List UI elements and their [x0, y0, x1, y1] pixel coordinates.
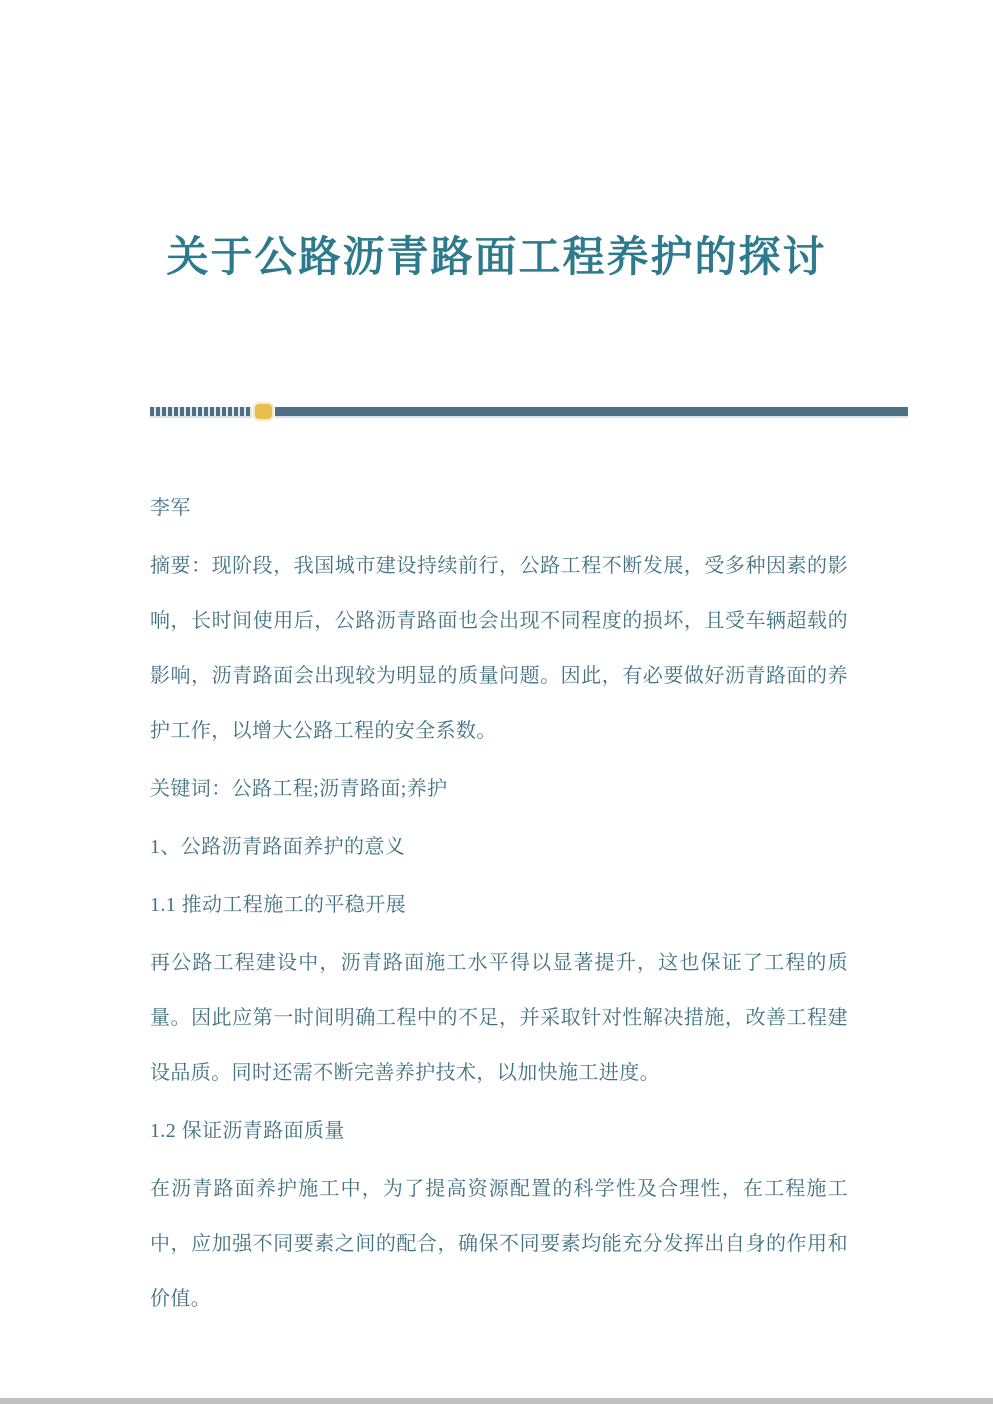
section-1-1-paragraph: 再公路工程建设中，沥青路面施工水平得以显著提升，这也保证了工程的质量。因此应第一时间明确工程中的不足，并采取针对性解决措施，改善工程建设品质。同时还需不断完善养护技术，以加快施工进度。: [150, 952, 848, 1084]
divider-accent-dot: [255, 404, 272, 419]
divider-bar: [275, 407, 908, 416]
page-bottom-edge: [0, 1398, 993, 1404]
section-1-2-paragraph: 在沥青路面养护施工中，为了提高资源配置的科学性及合理性，在工程施工中，应加强不同要素之间的配合，确保不同要素均能充分发挥出自身的作用和价值。: [150, 1178, 848, 1310]
author-name: 李军: [150, 497, 191, 519]
keywords-line: 关键词：公路工程;沥青路面;养护: [150, 778, 448, 800]
section-heading-1-1: 1.1 推动工程施工的平稳开展: [150, 894, 406, 916]
section-heading-1-2: 1.2 保证沥青路面质量: [150, 1120, 345, 1142]
divider-dashed-segment: [150, 407, 252, 416]
section-heading-1: 1、公路沥青路面养护的意义: [150, 836, 406, 858]
article-title: 关于公路沥青路面工程养护的探讨: [166, 235, 827, 281]
abstract-paragraph: 摘要：现阶段，我国城市建设持续前行，公路工程不断发展，受多种因素的影响，长时间使用后，公路沥青路面也会出现不同程度的损坏，且受车辆超载的影响，沥青路面会出现较为明显的质量问题。因此，有必要做好沥青路面的养护工作，以增大公路工程的安全系数。: [150, 555, 848, 742]
article-body: [150, 478, 848, 1330]
title-divider: [150, 403, 908, 419]
